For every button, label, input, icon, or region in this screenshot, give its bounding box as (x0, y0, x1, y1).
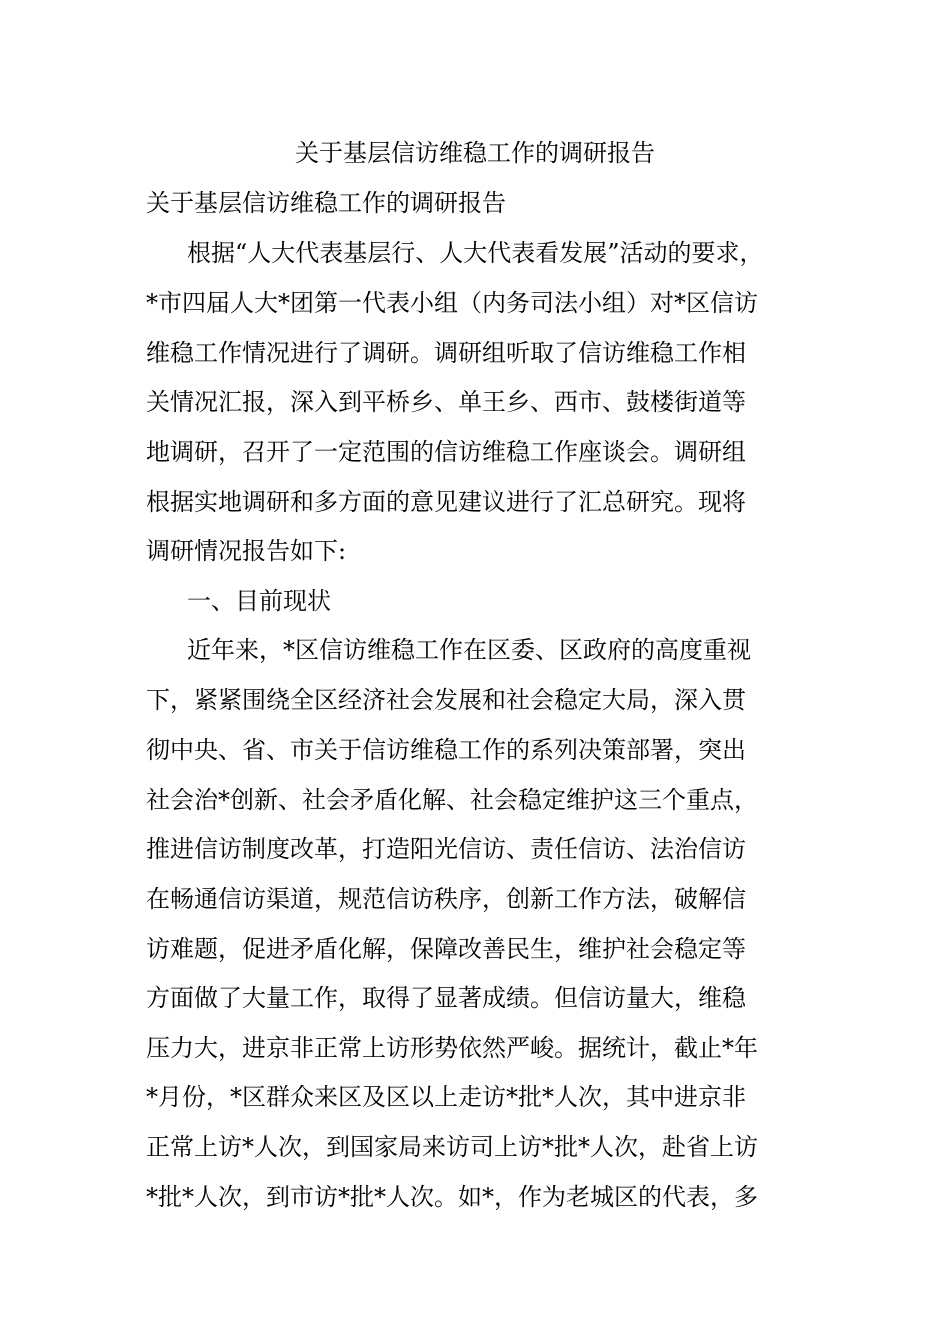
body-line: 方面做了大量工作，取得了显著成绩。但信访量大，维稳 (146, 984, 746, 1012)
document-title: 关于基层信访维稳工作的调研报告 (295, 139, 655, 167)
section-heading: 一、目前现状 (187, 587, 331, 615)
body-line: 下，紧紧围绕全区经济社会发展和社会稳定大局，深入贯 (146, 686, 746, 714)
body-line: *批*人次，到市访*批*人次。如*，作为老城区的代表，多 (146, 1183, 758, 1211)
body-line: 彻中央、省、市关于信访维稳工作的系列决策部署，突出 (146, 736, 746, 764)
intro-line: 地调研，召开了一定范围的信访维稳工作座谈会。调研组 (146, 438, 746, 466)
intro-line: 调研情况报告如下: (146, 537, 347, 565)
body-line: 访难题，促进矛盾化解，保障改善民生，维护社会稳定等 (146, 935, 746, 963)
body-line: 压力大，进京非正常上访形势依然严峻。据统计，截止*年 (146, 1034, 758, 1062)
body-line: 推进信访制度改革，打造阳光信访、责任信访、法治信访 (146, 835, 746, 863)
intro-line: 根据“人大代表基层行、人大代表看发展”活动的要求， (187, 239, 764, 267)
body-line: 正常上访*人次，到国家局来访司上访*批*人次，赴省上访 (146, 1133, 758, 1161)
body-line: 近年来，*区信访维稳工作在区委、区政府的高度重视 (187, 636, 751, 664)
body-line: 社会治*创新、社会矛盾化解、社会稳定维护这三个重点， (146, 786, 758, 814)
intro-line: 根据实地调研和多方面的意见建议进行了汇总研究。现将 (146, 488, 746, 516)
document-subtitle: 关于基层信访维稳工作的调研报告 (146, 189, 506, 217)
intro-line: 关情况汇报，深入到平桥乡、单王乡、西市、鼓楼街道等 (146, 388, 746, 416)
intro-line: *市四届人大*团第一代表小组（内务司法小组）对*区信访 (146, 289, 758, 317)
body-line: *月份，*区群众来区及区以上走访*批*人次，其中进京非 (146, 1083, 746, 1111)
body-line: 在畅通信访渠道，规范信访秩序，创新工作方法，破解信 (146, 885, 746, 913)
intro-line: 维稳工作情况进行了调研。调研组听取了信访维稳工作相 (146, 339, 746, 367)
